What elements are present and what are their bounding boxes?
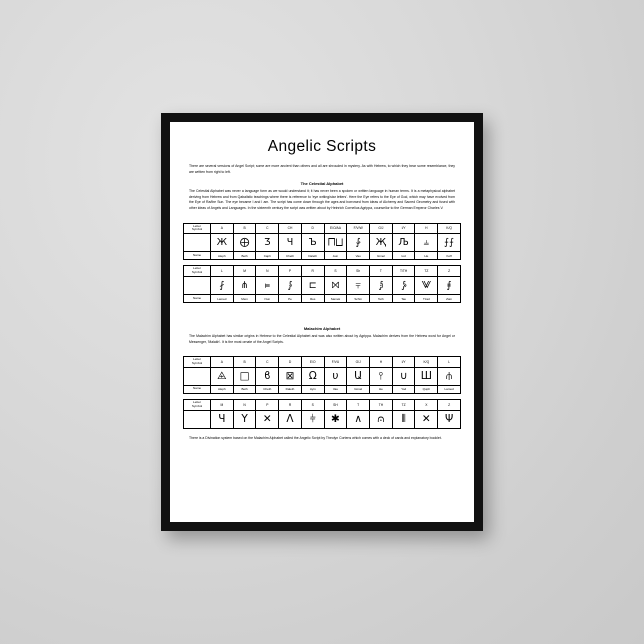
cell-letter: S <box>324 266 347 277</box>
picture-frame <box>161 113 483 531</box>
cell-symbol: ⋔ <box>233 277 256 295</box>
label-symbol: Symbol <box>191 403 203 408</box>
cell-letter: L <box>211 266 234 277</box>
row-label-spacer <box>184 410 211 428</box>
cell-name: Ayin <box>301 385 324 393</box>
table-row <box>184 399 461 410</box>
cell-symbol: Ω <box>301 367 324 385</box>
cell-name: Cheth <box>256 385 279 393</box>
table-row <box>184 223 461 234</box>
table-row <box>184 266 461 277</box>
row-label-spacer <box>184 367 211 385</box>
cell-letter: Z <box>438 399 461 410</box>
table-row <box>184 385 461 393</box>
cell-name: Aleph <box>211 252 234 260</box>
table-row <box>184 277 461 295</box>
celestial-table-row1 <box>183 223 461 261</box>
cell-symbol: ⨑ <box>347 234 370 252</box>
cell-symbol: ⫯ <box>370 367 393 385</box>
cell-symbol: ⩀ <box>370 410 393 428</box>
cell-letter: C <box>256 357 279 368</box>
cell-symbol: ⨈ <box>415 277 438 295</box>
row-label-name: Name <box>184 295 211 303</box>
cell-letter: K/Q <box>438 223 461 234</box>
cell-letter: R <box>279 399 302 410</box>
label-letter: Letter <box>193 223 201 228</box>
cell-letter: Sh <box>347 266 370 277</box>
cell-letter: D <box>301 223 324 234</box>
cell-name: Yod <box>392 385 415 393</box>
cell-name: Gimel <box>347 385 370 393</box>
cell-symbol: ⨓ <box>279 277 302 295</box>
cell-symbol: ⨹ <box>211 367 234 385</box>
cell-letter: M <box>211 399 234 410</box>
cell-letter: TZ <box>415 266 438 277</box>
cell-symbol: ✱ <box>324 410 347 428</box>
cell-letter: E/O/AA <box>324 223 347 234</box>
cell-symbol: □ <box>233 367 256 385</box>
cell-symbol: ⨝ <box>324 277 347 295</box>
cell-letter: G/J <box>347 357 370 368</box>
cell-name: Mem <box>233 295 256 303</box>
cell-name: Caph <box>256 252 279 260</box>
cell-letter: A <box>211 223 234 234</box>
label-letter: Letter <box>193 266 201 271</box>
cell-name: Nun <box>256 295 279 303</box>
cell-name: Daleth <box>279 385 302 393</box>
cell-letter: G/J <box>370 223 393 234</box>
cell-symbol: Υ <box>233 410 256 428</box>
cell-letter: N <box>256 266 279 277</box>
cell-symbol: ⨏ <box>211 277 234 295</box>
cell-name: Quph <box>415 385 438 393</box>
cell-name: He <box>370 385 393 393</box>
cell-symbol: ⊏ <box>301 277 324 295</box>
table-row <box>184 410 461 428</box>
malachim-table-row1 <box>183 356 461 394</box>
cell-letter: P <box>279 266 302 277</box>
cell-symbol: ⫢ <box>256 277 279 295</box>
cell-symbol: Ш <box>415 367 438 385</box>
cell-letter: A <box>211 357 234 368</box>
malachim-table-row2 <box>183 399 461 429</box>
cell-name: Cheth <box>279 252 302 260</box>
cell-letter: D <box>279 357 302 368</box>
cell-letter: F/VU <box>324 357 347 368</box>
table-row <box>184 357 461 368</box>
cell-symbol: Ψ <box>438 410 461 428</box>
celestial-paragraph: The Celestial Alphabet was never a language form as we would understand it; it has never been a spoken or written language in human terms. It is a metaphysical alphabet deriving from Hebrew and from Qabalistic teachings where there is reference to 'eye writing/star letters'. Here the Eye refers to the Eye of God, which may have evolved from the Eye of Ra/the Sun. The eye became I and I am. The script has come down through the ages and borrowed from ideas of Alchemy and Sacred Geometry and fused with other ideas of Angels and Languages. In the sixteenth century the script was written about by Heinrich Cornelius Agrippa, counsellor to the German Emperor Charles V. <box>189 189 455 210</box>
cell-symbol: Ʒ <box>256 234 279 252</box>
label-symbol: Symbol <box>191 361 203 366</box>
table-row <box>184 367 461 385</box>
cell-symbol: ⫩ <box>301 410 324 428</box>
cell-symbol: Ч <box>279 234 302 252</box>
cell-letter: TH <box>370 399 393 410</box>
label-symbol: Symbol <box>191 227 203 232</box>
cell-symbol: υ <box>324 367 347 385</box>
row-label-letter-symbol <box>184 223 211 234</box>
cell-letter: T <box>370 266 393 277</box>
cell-symbol: ⊠ <box>279 367 302 385</box>
cell-symbol: Ъ <box>301 234 324 252</box>
cell-symbol: ✕ <box>415 410 438 428</box>
cell-name: Schin <box>347 295 370 303</box>
cell-name: He <box>415 252 438 260</box>
cell-symbol: ⨍⨍ <box>438 234 461 252</box>
cell-name: Aleph <box>211 385 234 393</box>
cell-symbol: ⫴ <box>392 410 415 428</box>
cell-letter: I/Y <box>392 223 415 234</box>
cell-symbol: Ч <box>211 410 234 428</box>
table-row <box>184 295 461 303</box>
cell-letter: F/V/W <box>347 223 370 234</box>
intro-paragraph: There are several versions of Angel Script; some are more ancient than others and all are shrouded in mystery. As with Hebrew, to which they bear some resemblance, they are written from right to left. <box>189 164 455 174</box>
cell-symbol: Ա <box>347 367 370 385</box>
cell-letter: H <box>370 357 393 368</box>
cell-symbol: ⫨ <box>415 234 438 252</box>
cell-letter: H <box>415 223 438 234</box>
row-label-spacer <box>184 277 211 295</box>
cell-name: Samek <box>324 295 347 303</box>
cell-symbol: Ж <box>211 234 234 252</box>
cell-symbol: Λ <box>279 410 302 428</box>
malachim-heading: Malachim Alphabet <box>303 326 341 331</box>
footer-note: There is a Divination system based on the Malachim Alphabet called the Angelic Script by Theolyn Cortens which comes with a deck of cards and explanatory booklet. <box>189 435 442 440</box>
poster-canvas <box>170 122 474 522</box>
malachim-paragraph: The Malachim Alphabet has similar origins in Hebrew to the Celestial Alphabet and was also written about by Agrippa. Malachim derives from the Hebrew word for Angel or Messenger, 'Malakh'. It is the most ornate of the Angel Scripts. <box>189 334 455 344</box>
cell-letter: R <box>301 266 324 277</box>
cell-symbol: ⨅⨆ <box>324 234 347 252</box>
row-label-letter-symbol <box>184 357 211 368</box>
cell-name: Koff <box>438 252 461 260</box>
label-letter: Letter <box>193 357 201 362</box>
celestial-heading: The Celestial Alphabet <box>300 181 344 187</box>
cell-letter: C <box>256 223 279 234</box>
cell-name: Beth <box>233 385 256 393</box>
cell-name: Aun <box>324 252 347 260</box>
cell-letter: Z <box>438 266 461 277</box>
cell-symbol: Җ <box>370 234 393 252</box>
cell-letter: M <box>233 266 256 277</box>
cell-name: Zain <box>438 295 461 303</box>
cell-symbol: ∪ <box>392 367 415 385</box>
cell-name: Tau <box>392 295 415 303</box>
cell-symbol: ⨒ <box>370 277 393 295</box>
cell-letter: E/O <box>301 357 324 368</box>
cell-letter: S <box>301 399 324 410</box>
cell-letter: L <box>438 357 461 368</box>
cell-letter: CH <box>279 223 302 234</box>
row-label-letter-symbol <box>184 399 211 410</box>
cell-name: Gimel <box>370 252 393 260</box>
cell-symbol: ⫧ <box>347 277 370 295</box>
cell-name: Iod <box>392 252 415 260</box>
cell-symbol: ∧ <box>347 410 370 428</box>
cell-letter: B <box>233 223 256 234</box>
celestial-table-row2 <box>183 265 461 303</box>
cell-symbol: ⨔ <box>392 277 415 295</box>
cell-letter: T/TH <box>392 266 415 277</box>
cell-symbol: ⨎ <box>438 277 461 295</box>
cell-name: Tzad <box>415 295 438 303</box>
cell-letter: K/Q <box>415 357 438 368</box>
row-label-name: Name <box>184 385 211 393</box>
cell-letter: B <box>233 357 256 368</box>
cell-name: Vau <box>324 385 347 393</box>
cell-name: Beth <box>233 252 256 260</box>
cell-letter: P <box>256 399 279 410</box>
cell-symbol: Љ <box>392 234 415 252</box>
row-label-name: Name <box>184 252 211 260</box>
cell-name: Pe <box>279 295 302 303</box>
cell-name: Res <box>301 295 324 303</box>
cell-letter: TZ <box>392 399 415 410</box>
cell-letter: N <box>233 399 256 410</box>
row-label-spacer <box>184 234 211 252</box>
cell-letter: T <box>347 399 370 410</box>
cell-symbol: ⨁ <box>233 234 256 252</box>
cell-name: Teth <box>370 295 393 303</box>
cell-name: Vau <box>347 252 370 260</box>
cell-symbol: ϐ <box>256 367 279 385</box>
cell-letter: X <box>415 399 438 410</box>
cell-letter: I/Y <box>392 357 415 368</box>
cell-symbol: ✕ <box>256 410 279 428</box>
page-title: Angelic Scripts <box>267 138 377 155</box>
label-symbol: Symbol <box>191 270 203 275</box>
cell-name: Daleth <box>301 252 324 260</box>
cell-name: Lamed <box>438 385 461 393</box>
row-label-letter-symbol <box>184 266 211 277</box>
cell-symbol: ⫛ <box>438 367 461 385</box>
label-letter: Letter <box>193 399 201 404</box>
cell-letter: SH <box>324 399 347 410</box>
cell-name: Lamed <box>211 295 234 303</box>
table-row <box>184 252 461 260</box>
table-row <box>184 234 461 252</box>
